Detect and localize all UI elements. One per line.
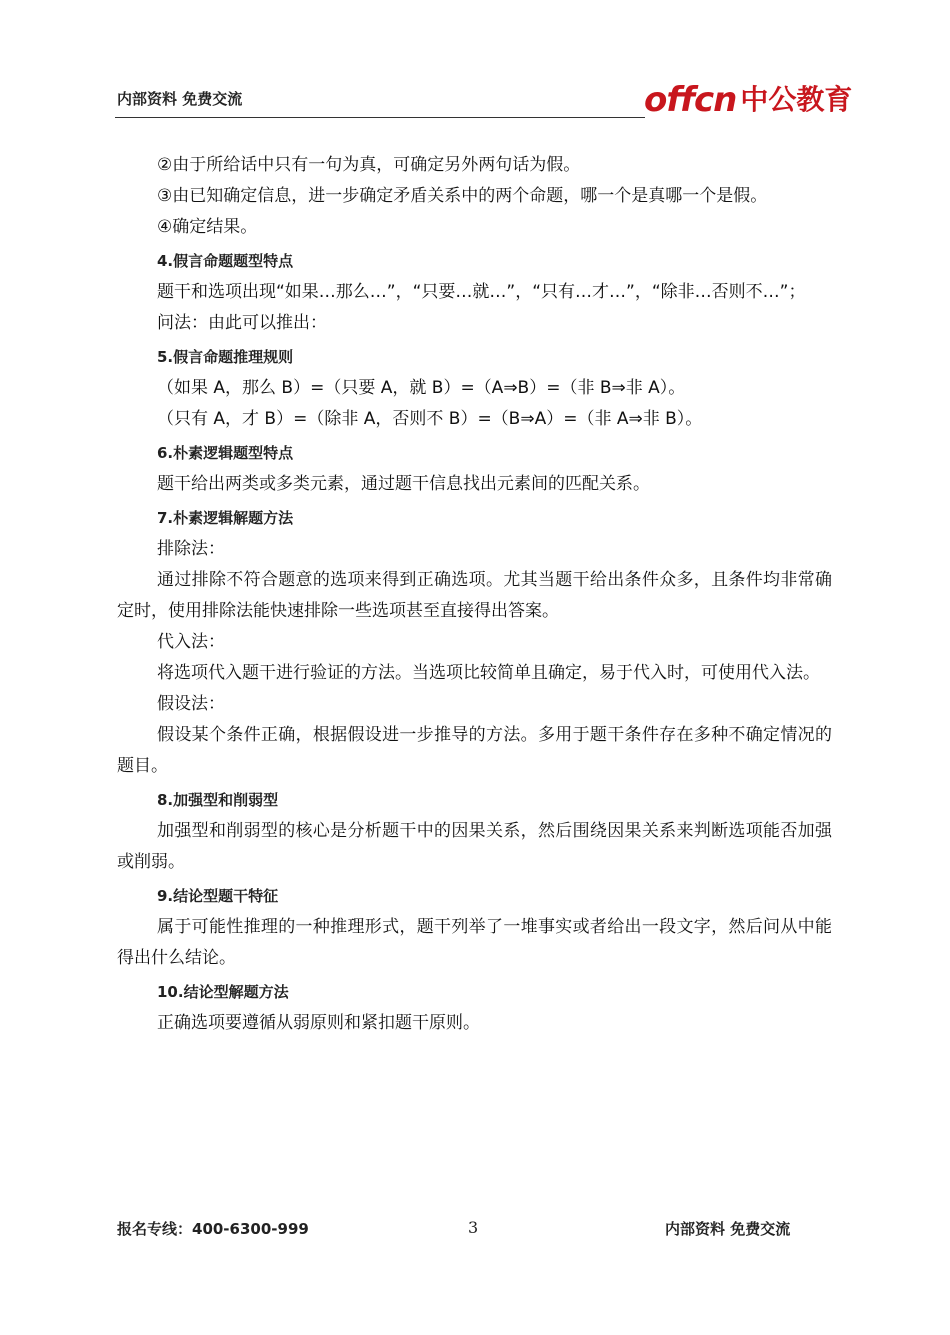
section-heading: 6.朴素逻辑题型特点	[157, 444, 294, 462]
offcn-logo	[644, 74, 852, 120]
body-paragraph: 题干和选项出现“如果…那么…”，“只要…就…”，“只有…才…”，“除非…否则不…”；	[157, 282, 806, 302]
header-left-text: 内部资料 免费交流	[117, 90, 243, 108]
body-line: 题干给出两类或多类元素，通过题干信息找出元素间的匹配关系。	[157, 474, 650, 494]
body-line: （只有 A，才 B）=（除非 A，否则不 B）=（B⇒A）=（非 A⇒非 B）。	[157, 409, 703, 429]
body-paragraph: 加强型和削弱型的核心是分析题干中的因果关系，然后围绕因果关系来判断选项能否加强或削弱。	[117, 821, 832, 872]
body-line: 正确选项要遵循从弱原则和紧扣题干原则。	[157, 1013, 480, 1033]
body-line: 排除法：	[157, 539, 225, 559]
body-line: （如果 A，那么 B）=（只要 A，就 B）=（A⇒B）=（非 B⇒非 A）。	[157, 378, 686, 398]
logo-latin-text: offcn	[644, 80, 737, 120]
body-line: ②由于所给话中只有一句为真，可确定另外两句话为假。	[157, 155, 581, 175]
body-line: ④确定结果。	[157, 217, 258, 237]
body-paragraph: 将选项代入题干进行验证的方法。当选项比较简单且确定，易于代入时，可使用代入法。	[157, 663, 820, 683]
section-heading: 9.结论型题干特征	[157, 887, 279, 905]
page-number: 3	[468, 1218, 479, 1237]
body-line: 问法：由此可以推出：	[157, 313, 327, 333]
section-heading: 7.朴素逻辑解题方法	[157, 509, 294, 527]
logo-chinese-text: 中公教育	[740, 83, 853, 116]
body-line: 代入法：	[157, 632, 225, 652]
footer-right-text: 内部资料 免费交流	[665, 1220, 791, 1238]
section-heading: 10.结论型解题方法	[157, 983, 289, 1001]
body-line: 假设法：	[157, 694, 225, 714]
header-divider	[115, 117, 645, 118]
body-paragraph: 属于可能性推理的一种推理形式，题干列举了一堆事实或者给出一段文字，然后问从中能得出什么结论。	[117, 917, 832, 968]
section-heading: 8.加强型和削弱型	[157, 791, 279, 809]
footer-hotline: 报名专线：400-6300-999	[117, 1220, 309, 1238]
section-heading: 4.假言命题题型特点	[157, 252, 294, 270]
body-paragraph: 通过排除不符合题意的选项来得到正确选项。尤其当题干给出条件众多，且条件均非常确定时，使用排除法能快速排除一些选项甚至直接得出答案。	[117, 570, 832, 621]
body-line: ③由已知确定信息，进一步确定矛盾关系中的两个命题，哪一个是真哪一个是假。	[157, 186, 768, 206]
section-heading: 5.假言命题推理规则	[157, 348, 294, 366]
document-body	[117, 150, 832, 1039]
body-paragraph: 假设某个条件正确，根据假设进一步推导的方法。多用于题干条件存在多种不确定情况的题目。	[117, 725, 832, 776]
